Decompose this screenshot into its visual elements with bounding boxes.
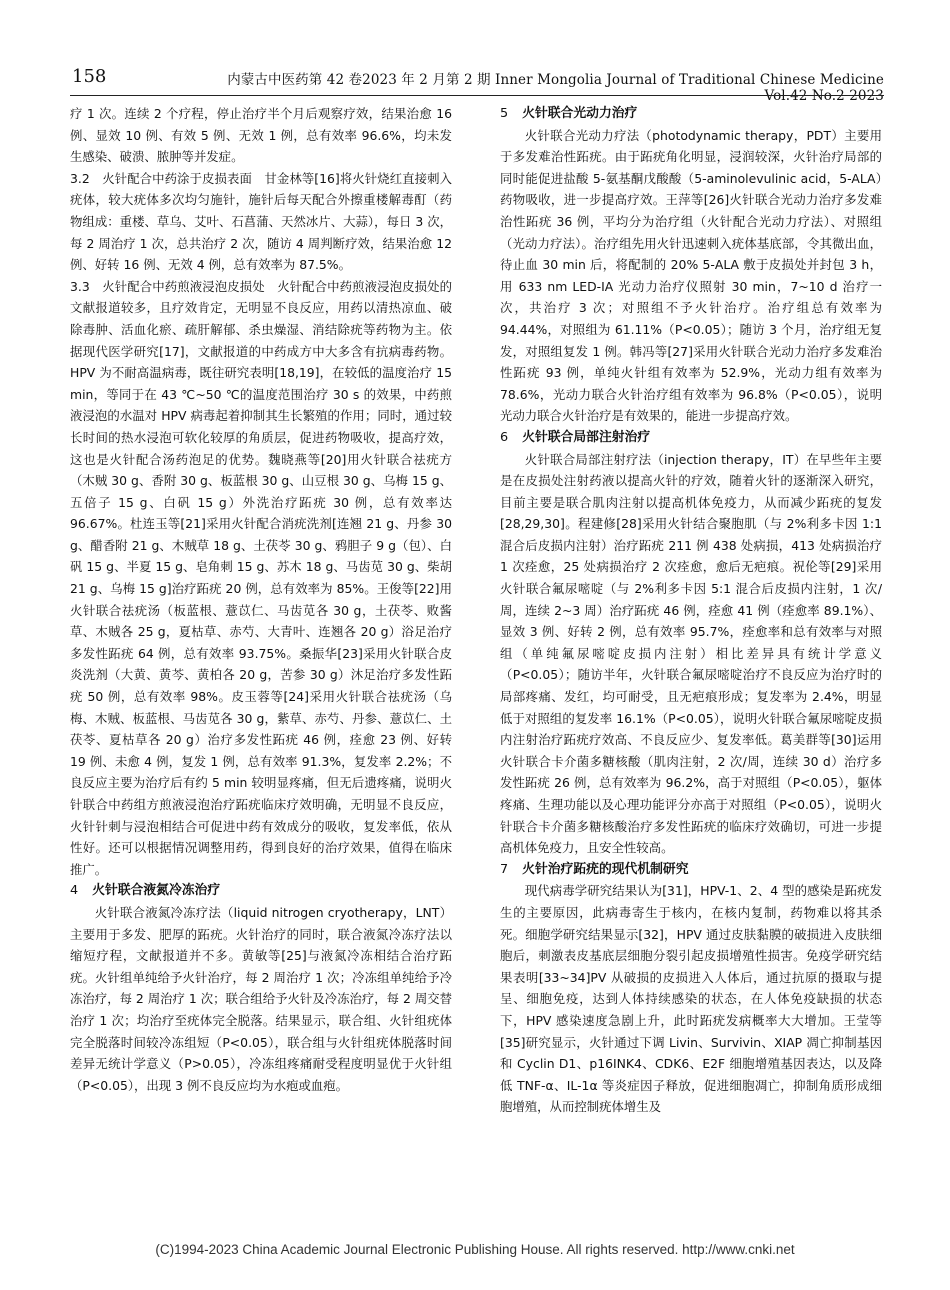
left-column: [70, 103, 452, 1096]
paragraph: 火针联合液氮冷冻疗法（liquid nitrogen cryotherapy，LNT）主要用于多发、肥厚的跖疣。火针治疗的同时，联合液氮冷冻疗法以缩短疗程，文献报道并不多。黄敏等[25]与液氮冷冻相结合治疗跖疣。火针组单纯给予火针治疗，每 2 周治疗 1 次；冷冻组单纯给予冷冻治疗，每 2 周治疗 1 次；联合组给予火针及冷冻治疗，每 2 周交替治疗 1 次；均治疗至疣体完全脱落。结果显示，联合组、火针组疣体完全脱落时间较冷冻组短（P<0.05），联合组与火针组疣体脱落时间差异无统计学意义（P>0.05），冷冻组疼痛耐受程度明显优于火针组（P<0.05），出现 3 例不良反应均为水疱或血疱。: [70, 904, 452, 1093]
subsection-title: 3.2 火针配合中药涂于皮损表面: [70, 170, 252, 186]
subsection-title: 3.3 火针配合中药煎液浸泡皮损处: [70, 278, 265, 294]
header-rule: [70, 95, 884, 96]
subsection-3-3: [70, 276, 452, 881]
paragraph: 火针联合光动力疗法（photodynamic therapy，PDT）主要用于多发难治性跖疣。由于跖疣角化明显，浸润较深，火针治疗局部的同时能促进盐酸 5-氨基酮戊酸酸（5-aminolevulinic acid，5-ALA）药物吸收，进一步提高疗效。王萍等[26]火针联合光动力治疗多发难治性跖疣 36 例，平均分为治疗组（火针配合光动力疗法）、对照组（光动力疗法）。治疗组先用火针迅速刺入疣体基底部，令其微出血，待止血 30 min 后，将配制的 20% 5-ALA 敷于皮损处并封包 3 h，用 633 nm LED-IA 光动力治疗仪照射 30 min，7~10 d 治疗一次，共治疗 3 次；对照组不予火针治疗。治疗组总有效率为 94.44%，对照组为 61.11%（P<0.05）；随访 3 个月，治疗组无复发，对照组复发 1 例。韩冯等[27]采用火针联合光动力治疗多发难治性跖疣 93 例，单纯火针组有效率为 52.9%，光动力组有效率为 78.6%，光动力联合火针治疗组有效率为 96.8%（P<0.05），说明光动力联合火针治疗是有效果的，能进一步提高疗效。: [500, 127, 882, 424]
section-number: 4: [70, 883, 79, 899]
section-7-heading: [500, 859, 882, 881]
paragraph: 疗 1 次。连续 2 个疗程，停止治疗半个月后观察疗效，结果治愈 16 例、显效 10 例、有效 5 例、无效 1 例，总有效率 96.6%，均未发生感染、破溃、脓肿等并发症。: [70, 106, 452, 165]
section-title: 火针治疗跖疣的现代机制研究: [522, 861, 689, 877]
running-head: 内蒙古中医药第 42 卷2023 年 2 月第 2 期 Inner Mongolia Journal of Traditional Chinese Medicine Vol.42 No.2 2023: [227, 72, 884, 104]
section-title: 火针联合液氮冷冻治疗: [92, 883, 221, 899]
section-number: 6: [500, 429, 509, 445]
paragraph: 火针配合中药煎液浸泡皮损处的文献报道较多，且疗效肯定，无明显不良反应，用药以清热凉血、破除毒肿、活血化瘀、疏肝解郁、杀虫燥湿、消结除疣等药物为主。依据现代医学研究[17]，文献报道的中药成方中大多含有抗病毒药物。HPV 为不耐高温病毒，既往研究表明[18,19]，在较低的温度治疗 15 min，等同于在 43 ℃~50 ℃的温度范围治疗 30 s 的效果，中药煎液浸泡的水温对 HPV 病毒起着抑制其生长繁殖的作用；同时，通过较长时间的热水浸泡可软化较厚的角质层，促进药物吸收，提高疗效，这也是火针配合汤药泡足的优势。魏晓燕等[20]用火针联合祛疣方（木贼 30 g、香附 30 g、板蓝根 30 g、山豆根 30 g、乌梅 15 g、五倍子 15 g、白矾 15 g）外洗治疗跖疣 30 例，总有效率达 96.67%。杜连玉等[21]采用火针配合消疣洗剂[连翘 21 g、丹参 30 g、醋香附 21 g、木贼草 18 g、土茯苓 30 g、鸦胆子 9 g（包）、白矾 15 g、半夏 15 g、皂角刺 15 g、苏木 18 g、马齿苋 30 g、柴胡 21 g、乌梅 15 g]治疗跖疣 20 例，总有效率为 85%。王俊等[22]用火针联合祛疣汤（板蓝根、薏苡仁、马齿苋各 30 g，土茯苓、败酱草、木贼各 25 g，夏枯草、赤芍、大青叶、连翘各 20 g）浴足治疗多发性跖疣 64 例，总有效率 93.75%。桑振华[23]采用火针联合皮炎洗剂（大黄、黄芩、黄柏各 20 g，苦参 30 g）沐足治疗多发性跖疣 50 例，总有效率 98%。皮玉蓉等[24]采用火针联合祛疣汤（乌梅、木贼、板蓝根、马齿苋各 30 g，紫草、赤芍、丹参、薏苡仁、土茯苓、夏枯草各 20 g）治疗多发性跖疣 46 例，痊愈 23 例、好转 19 例、未愈 4 例，复发 1 例，总有效率 91.3%，复发率 2.2%；不良反应主要为治疗后有约 5 min 较明显疼痛，但无后遗疼痛，说明火针联合中药组方煎液浸泡治疗跖疣临床疗效明确，无明显不良反应，火针针刺与浸泡相结合可促进中药有效成分的吸收，复发率低，依从性好。还可以根据情况调整用药，得到良好的治疗效果，值得在临床推广。: [70, 278, 452, 877]
section-number: 7: [500, 861, 509, 877]
paragraph: 现代病毒学研究结果认为[31]，HPV-1、2、4 型的感染是跖疣发生的主要原因，此病毒寄生于核内，在核内复制，药物难以将其杀死。细胞学研究结果显示[32]，HPV 通过皮肤黏膜的破损进入皮肤细胞后，刺激表皮基底层细胞分裂引起皮损增殖性损害。免疫学研究结果表明[33~34]PV 从破损的皮损进入人体后，通过抗原的摄取与提呈、细胞免疫，达到人体持续感染的状态，在人体免疫缺损的状态下，HPV 感染速度急剧上升，此时跖疣发病概率大大增加。王莹等[35]研究显示，火针通过下调 Livin、Survivin、XIAP 凋亡抑制基因和 Cyclin D1、p16INK4、CDK6、E2F 细胞增殖基因表达，以及降低 TNF-α、IL-1α 等炎症因子释放，促进细胞凋亡，抑制角质形成细胞增殖，从而控制疣体增生及: [500, 883, 882, 1115]
paragraph: 火针联合局部注射疗法（injection therapy，IT）在早些年主要是在皮损处注射药液以提高火针的疗效，随着火针的逐渐深入研究，目前主要是联合肌肉注射以提高机体免疫力，从而减少跖疣的复发[28,29,30]。程建修[28]采用火针结合聚胞肌（与 2%利多卡因 1:1 混合后皮损内注射）治疗跖疣 211 例 438 处病损，413 处病损治疗 1 次痊愈，25 处病损治疗 2 次痊愈，愈后无疤痕。祝伦等[29]采用火针联合氟尿嘧啶（与 2%利多卡因 5:1 混合后皮损内注射，1 次/周，连续 2~3 周）治疗跖疣 46 例，痊愈 41 例（痊愈率 89.1%）、显效 3 例、好转 2 例，总有效率 95.7%，痊愈率和总有效率与对照组（单纯氟尿嘧啶皮损内注射）相比差异具有统计学意义（P<0.05）；随访半年，火针联合氟尿嘧啶治疗不良反应为治疗时的局部疼痛、发红，均可耐受，且无疤痕形成；复发率为 2.4%，明显低于对照组的复发率 16.1%（P<0.05），说明火针联合氟尿嘧啶皮损内注射治疗跖疣疗效高、不良反应少、复发率低。葛美群等[30]运用火针联合卡介菌多糖核酸（肌肉注射，2 次/周，连续 30 d）治疗多发性跖疣 26 例，总有效率为 96.2%，高于对照组（P<0.05），躯体疼痛、生理功能以及心理功能评分亦高于对照组（P<0.05），说明火针联合卡介菌多糖核酸治疗多发性跖疣的临床疗效确切，可进一步提高机体免疫力，且安全性较高。: [500, 451, 882, 856]
section-number: 5: [500, 106, 509, 121]
section-4-heading: [70, 880, 452, 902]
subsection-3-2: [70, 168, 452, 276]
section-title: 火针联合光动力治疗: [522, 106, 638, 121]
section-5-heading: [500, 103, 882, 125]
copyright-footer: (C)1994-2023 China Academic Journal Electronic Publishing House. All rights reserved. http://www.cnki.net: [155, 1242, 795, 1257]
section-6-heading: [500, 427, 882, 449]
paragraph: 甘金林等[16]将火针烧红直接刺入疣体，较大疣体多次均匀施针，施针后每天配合外擦重楼解毒酊（药物组成：重楼、草乌、艾叶、石菖蒲、天然冰片、大蒜），每日 3 次，每 2 周治疗 1 次，总共治疗 2 次，随访 4 周判断疗效，结果治愈 12 例、好转 16 例、无效 4 例，总有效率为 87.5%。: [70, 170, 452, 273]
right-column: [500, 103, 882, 1118]
section-title: 火针联合局部注射治疗: [522, 429, 651, 445]
page-number: 158: [72, 66, 107, 87]
